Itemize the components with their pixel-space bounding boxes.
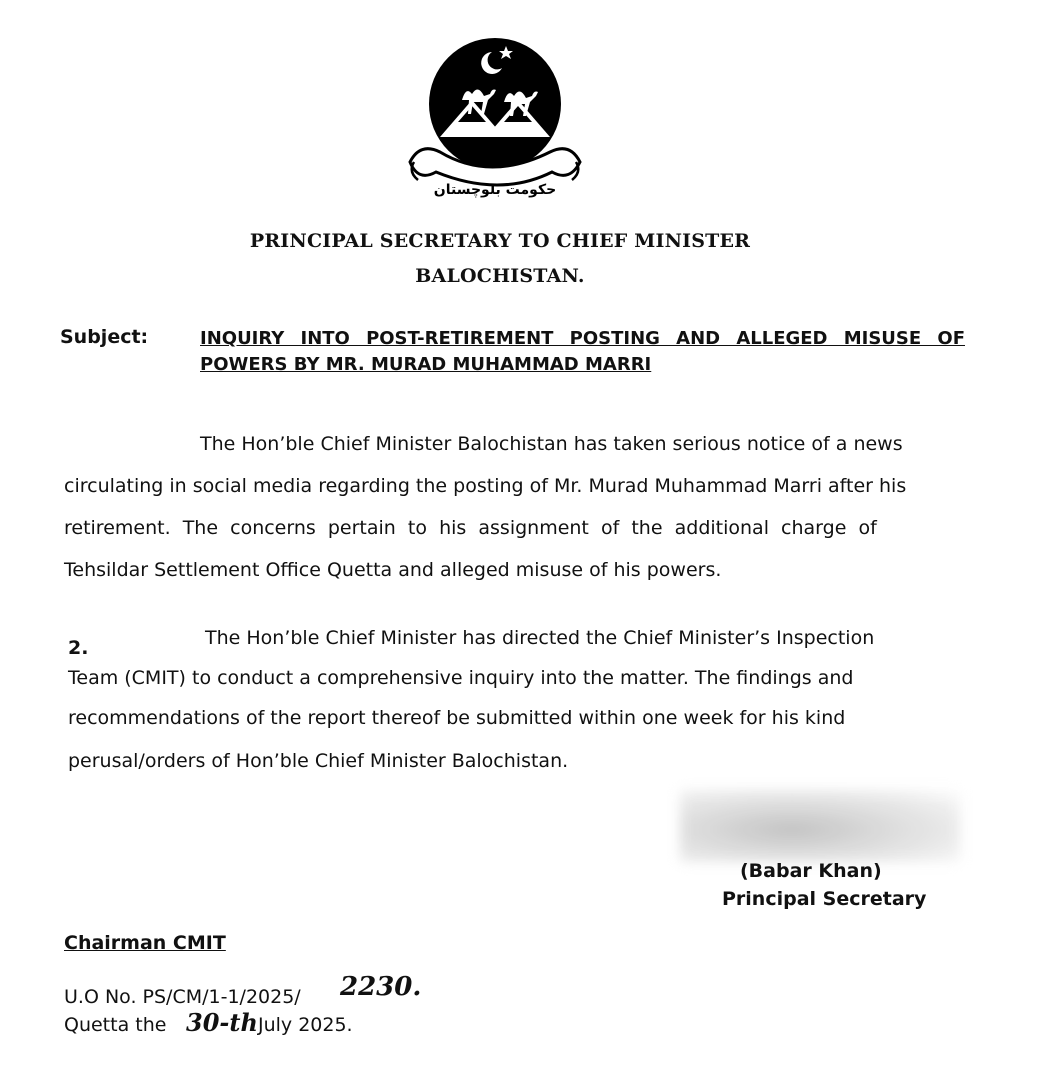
subject-label: Subject: [60,326,149,348]
signatory-title: Principal Secretary [722,888,927,910]
paragraph1-line3: retirement. The concerns pertain to his assignment of the additional charge of [64,517,877,539]
uo-number-label: U.O No. PS/CM/1-1/2025/ [64,986,301,1008]
emblem-urdu-text: حکومت بلوچستان [433,182,557,198]
paragraph2-line3: recommendations of the report thereof be submitted within one week for his kind [68,707,846,729]
signatory-name: (Babar Khan) [740,860,882,882]
balochistan-emblem-icon [400,22,590,222]
paragraph1-line2: circulating in social media regarding the posting of Mr. Murad Muhammad Marri after his [64,475,907,497]
letterhead-title: PRINCIPAL SECRETARY TO CHIEF MINISTER [249,230,751,252]
uo-number-handwritten: 2230. [340,972,422,1002]
place-date-label: Quetta the [64,1014,167,1036]
letterhead-province: BALOCHISTAN. [415,265,585,287]
date-month-year: July 2025. [258,1014,353,1036]
paragraph1-line4: Tehsildar Settlement Office Quetta and alleged misuse of his powers. [64,559,722,581]
addressee: Chairman CMIT [64,932,226,954]
paragraph1-line1: The Hon’ble Chief Minister Balochistan has taken serious notice of a news [200,433,903,455]
paragraph2-line2: Team (CMIT) to conduct a comprehensive inquiry into the matter. The findings and [68,667,854,689]
blurred-signature [680,790,960,862]
paragraph2-number: 2. [68,637,89,659]
subject-text: INQUIRY INTO POST-RETIREMENT POSTING AND ALLEGED MISUSE OF POWERS BY MR. MURAD MUHAMMAD MARRI [200,328,965,375]
paragraph2-line4: perusal/orders of Hon’ble Chief Minister Balochistan. [68,750,569,772]
paragraph2-line1: The Hon’ble Chief Minister has directed the Chief Minister’s Inspection [205,627,875,649]
date-day-handwritten: 30-th [186,1008,258,1037]
